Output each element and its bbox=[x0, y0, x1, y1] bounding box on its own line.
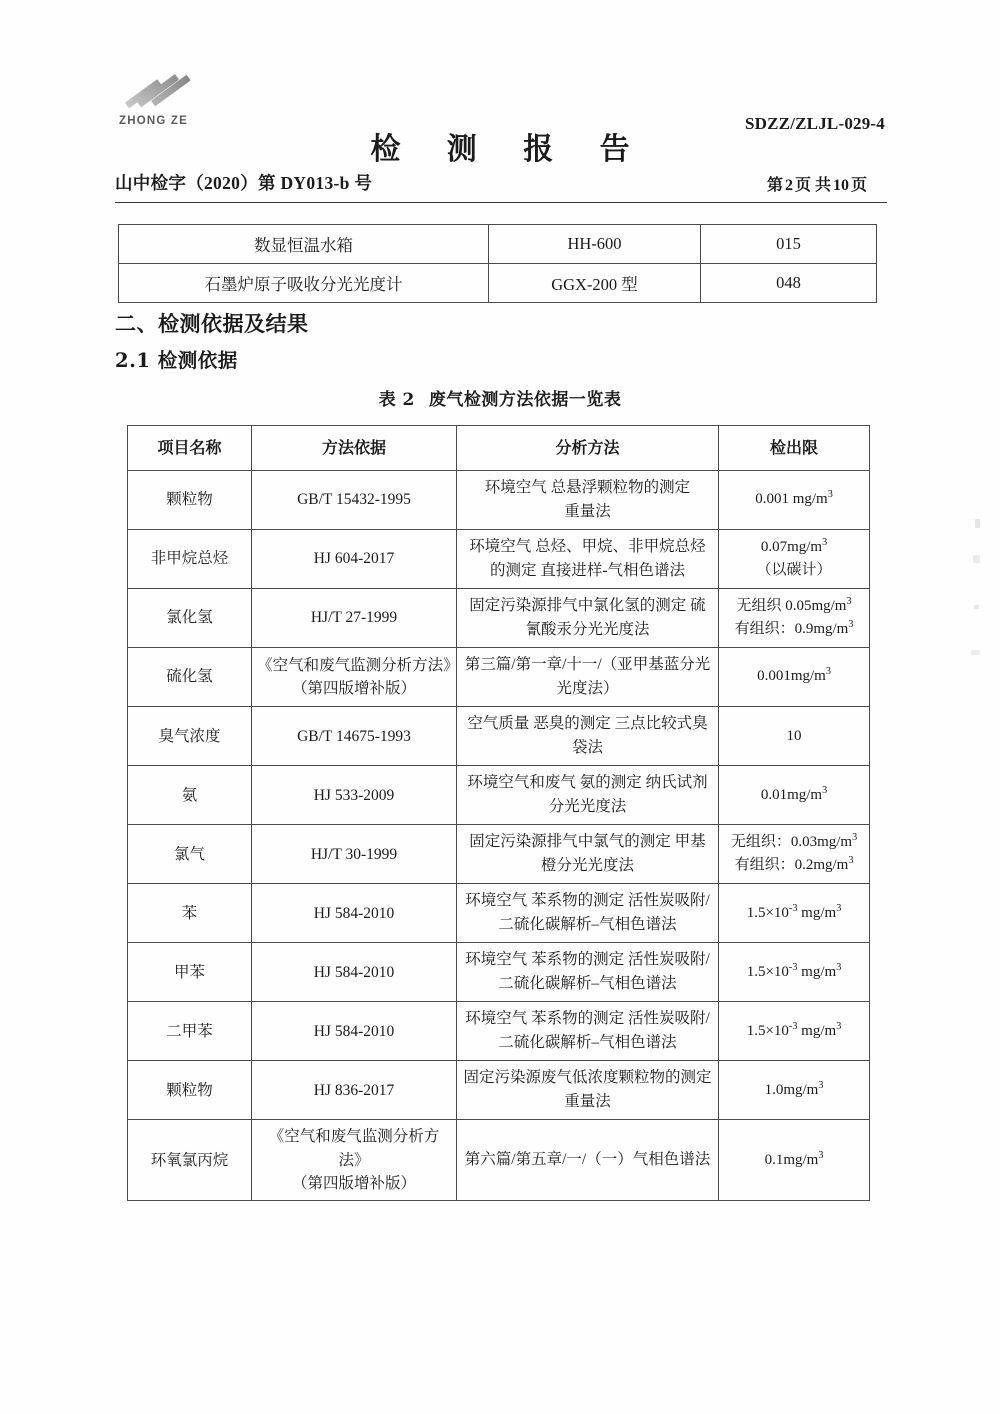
table-row bbox=[119, 225, 877, 264]
cell-method-basis: GB/T 14675-1993 bbox=[252, 707, 457, 766]
scan-artifact bbox=[974, 605, 979, 609]
cell-method-basis: 《空气和废气监测分析方法》 （第四版增补版） bbox=[252, 1120, 457, 1201]
table-caption-label: 表 2 bbox=[378, 390, 415, 410]
table-row bbox=[128, 530, 870, 589]
cell-analysis-method: 第三篇/第一章/十一/（亚甲基蓝分光光度法） bbox=[457, 648, 719, 707]
cell-method-basis: HJ 836-2017 bbox=[252, 1061, 457, 1120]
cell-detection-limit: $0.07mg/m^3$ （以碳计） bbox=[719, 530, 870, 589]
equipment-code: 048 bbox=[701, 264, 877, 303]
cell-item-name: 颗粒物 bbox=[128, 1061, 252, 1120]
document-code: SDZZ/ZLJL-029-4 bbox=[745, 114, 885, 133]
cell-method-basis: HJ 533-2009 bbox=[252, 766, 457, 825]
page-suffix-label: 页 bbox=[850, 177, 867, 194]
section-heading-sub: 2.1 检测依据 bbox=[115, 349, 238, 372]
cell-detection-limit: $0.01mg/m^3$ bbox=[719, 766, 870, 825]
scan-artifact bbox=[971, 650, 980, 655]
table-row bbox=[128, 1120, 870, 1201]
cell-item-name: 甲苯 bbox=[128, 943, 252, 1002]
cell-analysis-method: 固定污染源排气中氯气的测定 甲基橙分光光度法 bbox=[457, 825, 719, 884]
table-row bbox=[128, 943, 870, 1002]
cell-analysis-method: 环境空气 苯系物的测定 活性炭吸附/二硫化碳解析–气相色谱法 bbox=[457, 884, 719, 943]
column-header-detection-limit: 检出限 bbox=[719, 426, 870, 471]
cell-item-name: 氨 bbox=[128, 766, 252, 825]
cell-analysis-method: 空气质量 恶臭的测定 三点比较式臭袋法 bbox=[457, 707, 719, 766]
cell-analysis-method: 固定污染源废气低浓度颗粒物的测定 重量法 bbox=[457, 1061, 719, 1120]
method-table-body bbox=[128, 471, 870, 1201]
cell-method-basis: HJ 584-2010 bbox=[252, 943, 457, 1002]
table-row bbox=[128, 471, 870, 530]
cell-item-name: 环氧氯丙烷 bbox=[128, 1120, 252, 1201]
header-divider bbox=[115, 202, 887, 203]
cell-analysis-method: 第六篇/第五章/一/（一）气相色谱法 bbox=[457, 1120, 719, 1201]
cell-detection-limit: $0.001mg/m^3$ bbox=[719, 648, 870, 707]
cell-item-name: 臭气浓度 bbox=[128, 707, 252, 766]
cell-item-name: 氯化氢 bbox=[128, 589, 252, 648]
page-number-indicator bbox=[767, 172, 867, 195]
method-basis-table bbox=[127, 425, 870, 1201]
page-current-number: 2 bbox=[784, 177, 793, 194]
cell-method-basis: HJ 584-2010 bbox=[252, 884, 457, 943]
table-row bbox=[128, 766, 870, 825]
section-heading-main: 二、检测依据及结果 bbox=[115, 311, 309, 336]
cell-detection-limit: $1.5\times 10^{-3}$ $mg/m^3$ bbox=[719, 884, 870, 943]
table-row bbox=[128, 825, 870, 884]
cell-method-basis: HJ 604-2017 bbox=[252, 530, 457, 589]
cell-method-basis: HJ 584-2010 bbox=[252, 1002, 457, 1061]
cell-detection-limit: $1.5\times 10^{-3}$ $mg/m^3$ bbox=[719, 943, 870, 1002]
cell-analysis-method: 环境空气 总烃、甲烷、非甲烷总烃的测定 直接进样-气相色谱法 bbox=[457, 530, 719, 589]
equipment-table-body bbox=[119, 225, 877, 303]
cell-item-name: 颗粒物 bbox=[128, 471, 252, 530]
equipment-name: 石墨炉原子吸收分光光度计 bbox=[119, 264, 489, 303]
cell-detection-limit: 无组织 $0.05mg/m^3$ 有组织：$0.9mg/m^3$ bbox=[719, 589, 870, 648]
page-total-number: 10 bbox=[832, 177, 849, 194]
cell-detection-limit: $0.1mg/m^3$ bbox=[719, 1120, 870, 1201]
page-header bbox=[115, 62, 885, 197]
equipment-name: 数显恒温水箱 bbox=[119, 225, 489, 264]
three-diagonal-bars-logo-icon bbox=[125, 68, 203, 114]
cell-analysis-method: 环境空气 总悬浮颗粒物的测定 重量法 bbox=[457, 471, 719, 530]
cell-detection-limit: $1.0mg/m^3$ bbox=[719, 1061, 870, 1120]
cell-item-name: 非甲烷总烃 bbox=[128, 530, 252, 589]
table-row bbox=[128, 589, 870, 648]
method-table-head bbox=[128, 426, 870, 471]
cell-item-name: 二甲苯 bbox=[128, 1002, 252, 1061]
cell-detection-limit: 10 bbox=[719, 707, 870, 766]
logo-brand-text: ZHONG ZE bbox=[119, 115, 189, 127]
report-number: 山中检字（2020）第 DY013-b 号 bbox=[115, 173, 373, 193]
cell-detection-limit: 0.001 $mg/m^3$ bbox=[719, 471, 870, 530]
cell-detection-limit: $1.5\times 10^{-3}$ $mg/m^3$ bbox=[719, 1002, 870, 1061]
cell-item-name: 硫化氢 bbox=[128, 648, 252, 707]
table-row bbox=[128, 707, 870, 766]
table-caption bbox=[0, 385, 1000, 410]
table-row bbox=[128, 648, 870, 707]
cell-method-basis: 《空气和废气监测分析方法》（第四版增补版） bbox=[252, 648, 457, 707]
table-row bbox=[128, 1002, 870, 1061]
cell-item-name: 氯气 bbox=[128, 825, 252, 884]
cell-detection-limit: 无组织：$0.03mg/m^3$ 有组织：$0.2mg/m^3$ bbox=[719, 825, 870, 884]
cell-method-basis: GB/T 15432-1995 bbox=[252, 471, 457, 530]
page-prefix-label: 第 bbox=[766, 177, 783, 194]
cell-analysis-method: 环境空气 苯系物的测定 活性炭吸附/二硫化碳解析–气相色谱法 bbox=[457, 1002, 719, 1061]
cell-analysis-method: 环境空气 苯系物的测定 活性炭吸附/二硫化碳解析–气相色谱法 bbox=[457, 943, 719, 1002]
column-header-method-basis: 方法依据 bbox=[252, 426, 457, 471]
cell-method-basis: HJ/T 27-1999 bbox=[252, 589, 457, 648]
equipment-code: 015 bbox=[701, 225, 877, 264]
page-mid-label: 页 共 bbox=[794, 177, 831, 194]
column-header-item-name: 项目名称 bbox=[128, 426, 252, 471]
equipment-model: GGX-200 型 bbox=[489, 264, 701, 303]
table-row bbox=[128, 884, 870, 943]
equipment-table bbox=[118, 224, 877, 303]
table-header-row bbox=[128, 426, 870, 471]
equipment-model: HH-600 bbox=[489, 225, 701, 264]
cell-analysis-method: 固定污染源排气中氯化氢的测定 硫氰酸汞分光光度法 bbox=[457, 589, 719, 648]
scan-artifact bbox=[973, 555, 980, 563]
page-title: 检 测 报 告 bbox=[370, 132, 648, 167]
cell-item-name: 苯 bbox=[128, 884, 252, 943]
scan-artifact bbox=[975, 519, 980, 528]
table-row bbox=[128, 1061, 870, 1120]
column-header-analysis-method: 分析方法 bbox=[457, 426, 719, 471]
table-row bbox=[119, 264, 877, 303]
table-caption-title: 废气检测方法依据一览表 bbox=[428, 390, 622, 410]
cell-method-basis: HJ/T 30-1999 bbox=[252, 825, 457, 884]
cell-analysis-method: 环境空气和废气 氨的测定 纳氏试剂分光光度法 bbox=[457, 766, 719, 825]
